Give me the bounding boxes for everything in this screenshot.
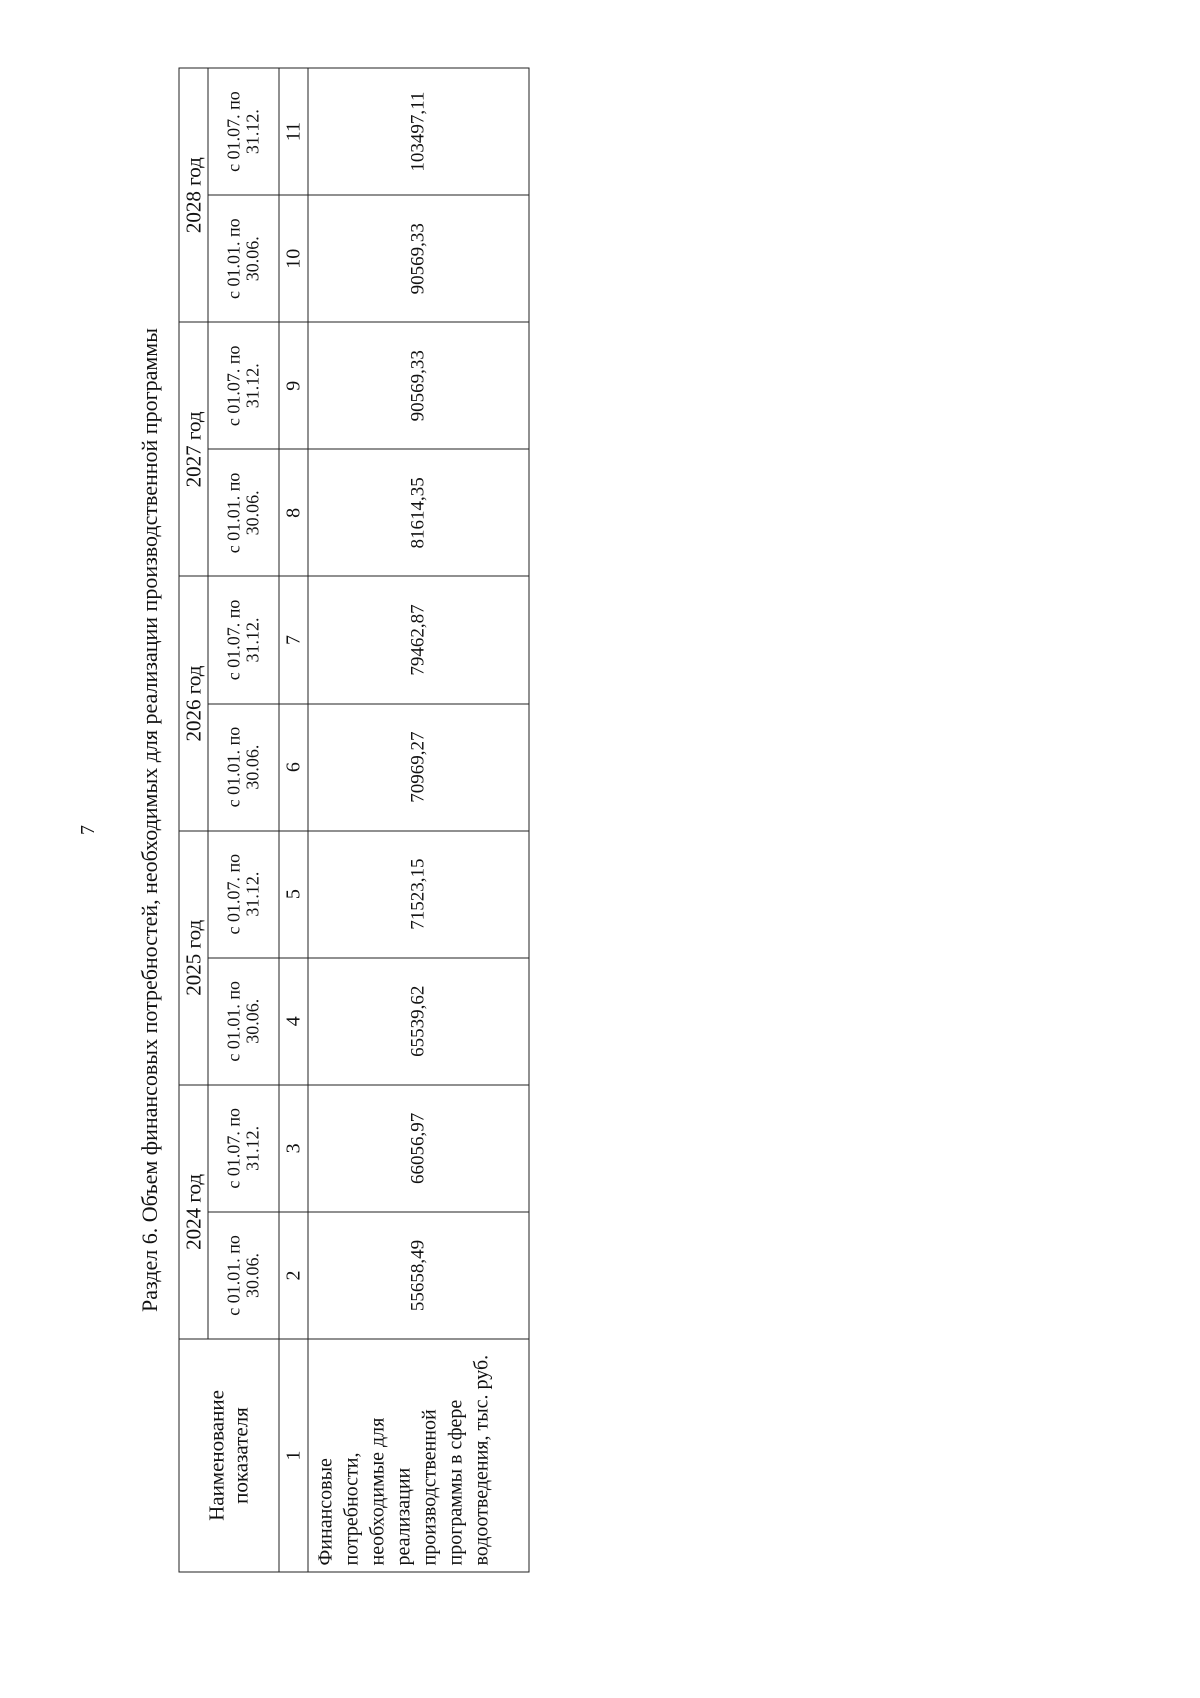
period-header: с 01.07. по 31.12. bbox=[208, 831, 279, 958]
page-number: 7 bbox=[77, 825, 99, 835]
value-cell: 71523,15 bbox=[308, 831, 529, 958]
value-cell: 103497,11 bbox=[308, 68, 529, 195]
column-number: 3 bbox=[279, 1085, 308, 1212]
year-header-row bbox=[179, 68, 208, 1572]
value-cell: 81614,35 bbox=[308, 449, 529, 576]
period-header: с 01.01. по 30.06. bbox=[208, 1212, 279, 1339]
column-number: 6 bbox=[279, 704, 308, 831]
value-cell: 90569,33 bbox=[308, 322, 529, 449]
table-row bbox=[308, 68, 529, 1572]
period-header: с 01.01. по 30.06. bbox=[208, 195, 279, 322]
column-number: 4 bbox=[279, 958, 308, 1085]
year-header: 2025 год bbox=[179, 831, 208, 1085]
year-header: 2024 год bbox=[179, 1085, 208, 1339]
period-header: с 01.01. по 30.06. bbox=[208, 958, 279, 1085]
year-header: 2028 год bbox=[179, 68, 208, 322]
column-number: 5 bbox=[279, 831, 308, 958]
period-header: с 01.07. по 31.12. bbox=[208, 1085, 279, 1212]
name-column-header: Наименование показателя bbox=[179, 1339, 279, 1572]
period-header: с 01.07. по 31.12. bbox=[208, 68, 279, 195]
value-cell: 55658,49 bbox=[308, 1212, 529, 1339]
value-cell: 70969,27 bbox=[308, 704, 529, 831]
period-header: с 01.07. по 31.12. bbox=[208, 322, 279, 449]
value-cell: 79462,87 bbox=[308, 576, 529, 703]
table bbox=[178, 68, 529, 1573]
column-number: 2 bbox=[279, 1212, 308, 1339]
column-number: 8 bbox=[279, 449, 308, 576]
column-number: 1 bbox=[279, 1339, 308, 1572]
period-header: с 01.01. по 30.06. bbox=[208, 704, 279, 831]
value-cell: 90569,33 bbox=[308, 195, 529, 322]
value-cell: 66056,97 bbox=[308, 1085, 529, 1212]
year-header: 2027 год bbox=[179, 322, 208, 576]
section-title: Раздел 6. Объем финансовых потребностей, необходимых для реализации производственной программы bbox=[137, 328, 162, 1313]
column-number: 11 bbox=[279, 68, 308, 195]
period-header: с 01.07. по 31.12. bbox=[208, 576, 279, 703]
column-number-row bbox=[279, 68, 308, 1572]
financial-needs-table bbox=[178, 68, 516, 1573]
column-number: 10 bbox=[279, 195, 308, 322]
period-header: с 01.01. по 30.06. bbox=[208, 449, 279, 576]
year-header: 2026 год bbox=[179, 576, 208, 830]
column-number: 9 bbox=[279, 322, 308, 449]
column-number: 7 bbox=[279, 576, 308, 703]
row-label: Финансовые потребности, необходимые для реализации производственной программы в сфере водоотведения, тыс. руб. bbox=[308, 1339, 529, 1572]
value-cell: 65539,62 bbox=[308, 958, 529, 1085]
